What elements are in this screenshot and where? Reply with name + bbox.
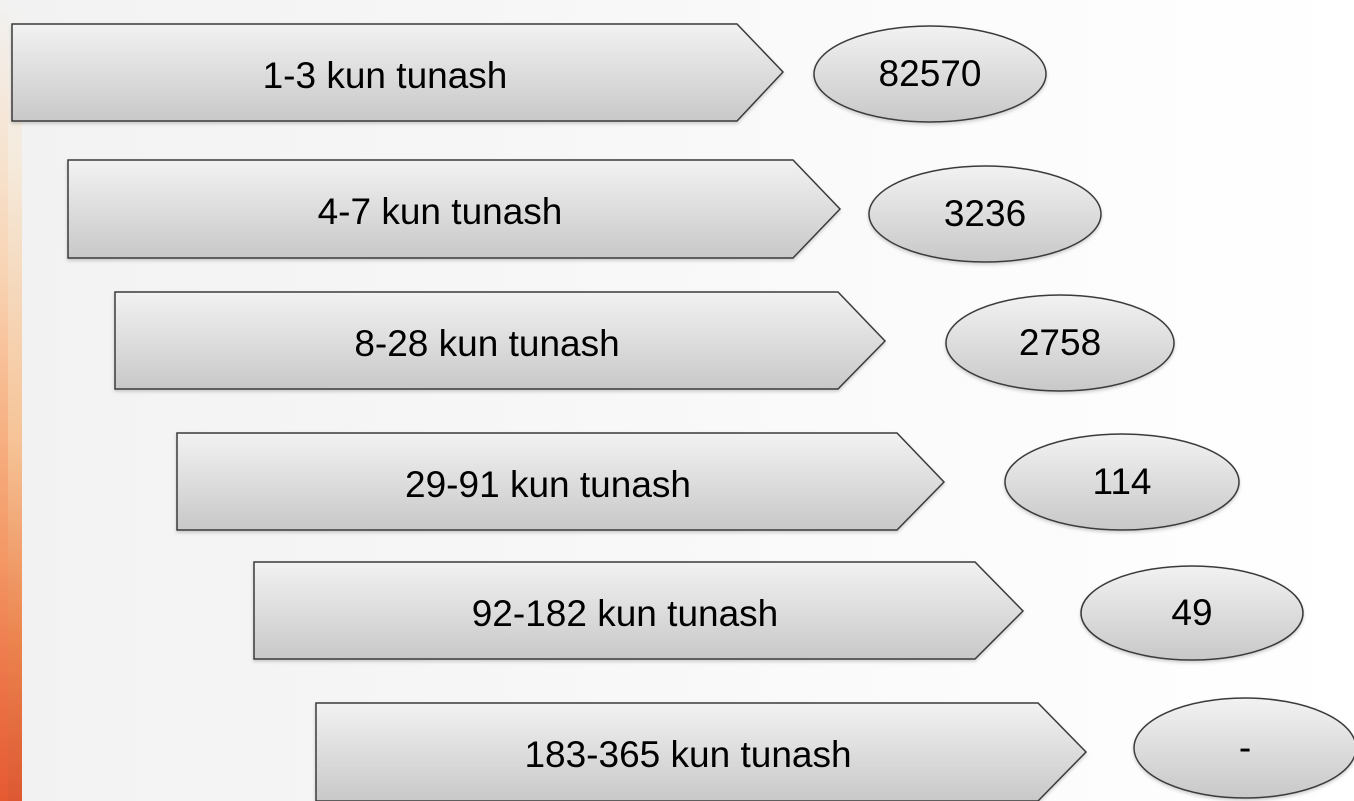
row-5 (254, 562, 1303, 660)
row-4 (177, 433, 1239, 530)
row-6 (316, 698, 1354, 801)
count-value-2: 3236 (943, 193, 1027, 234)
row-2 (68, 160, 1101, 262)
row-1 (12, 24, 1046, 122)
row-3 (115, 292, 1174, 391)
count-value-4: 114 (1092, 461, 1152, 502)
row-label-3: 8-28 kun tunash (354, 323, 620, 364)
row-label-1: 1-3 kun tunash (262, 55, 508, 96)
row-label-4: 29-91 kun tunash (405, 464, 691, 505)
count-value-5: 49 (1171, 592, 1213, 633)
count-value-6: - (1238, 727, 1252, 768)
row-label-2: 4-7 kun tunash (317, 191, 563, 232)
count-value-1: 82570 (878, 53, 982, 94)
row-label-6: 183-365 kun tunash (524, 734, 852, 775)
row-label-5: 92-182 kun tunash (471, 593, 779, 634)
count-value-3: 2758 (1018, 322, 1102, 363)
